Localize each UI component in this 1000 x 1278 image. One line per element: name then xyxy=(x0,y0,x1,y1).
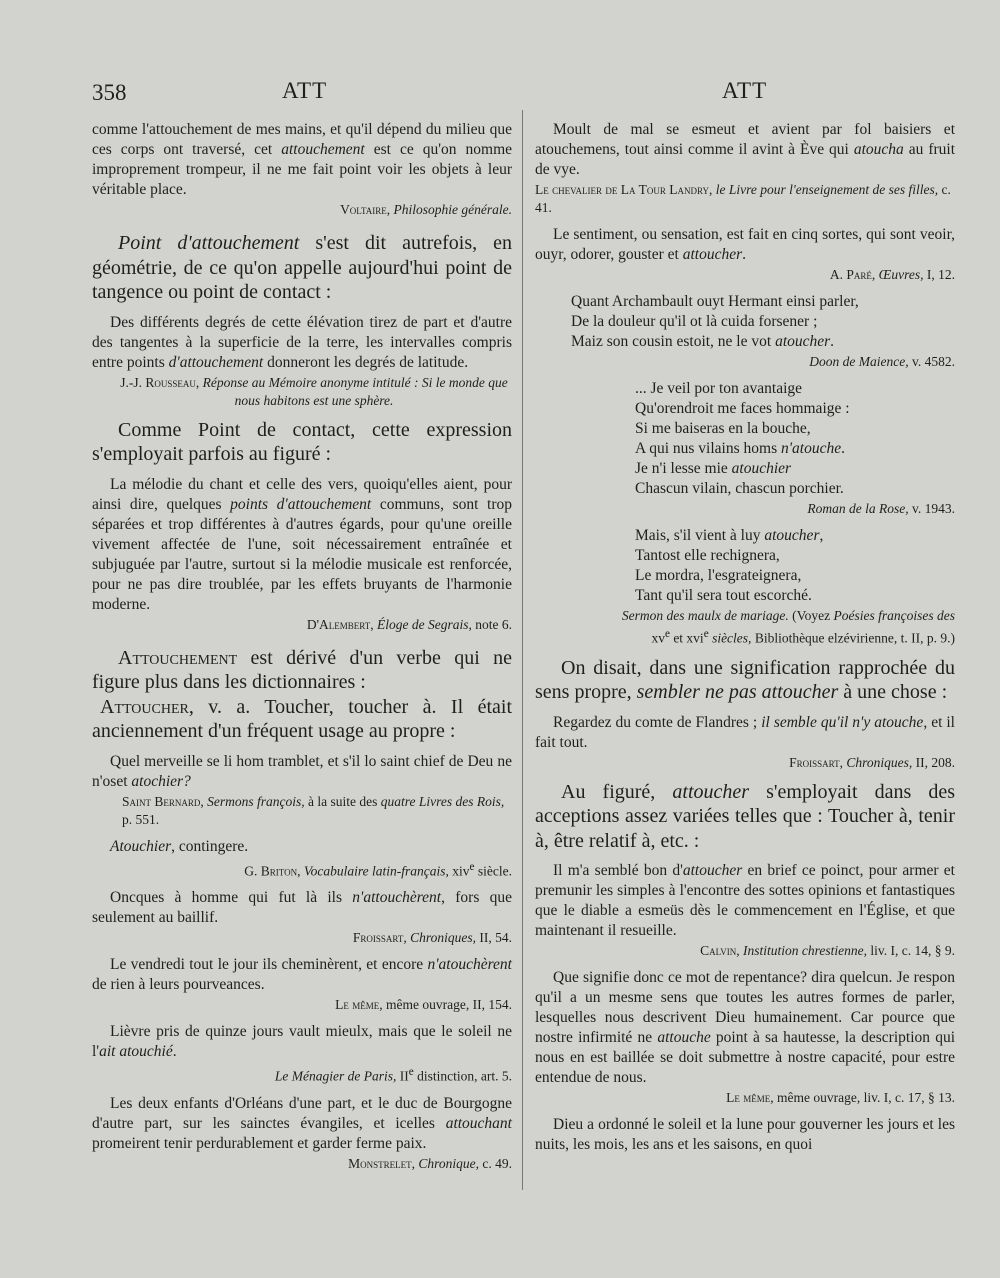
entry-figure: Au figuré, attoucher s'employait dans des acceptions assez variées telles que : Toucher à, tenir à, être relatif à, etc. : xyxy=(535,780,956,852)
quote-tour-landry: Moult de mal se esmeut et avient par fol baisiers et atouchemens, tout ainsi comme il avint à Ève qui atoucha au fruit de vye. xyxy=(535,121,955,178)
citation-tour-landry: Le chevalier de La Tour Landry, le Livre pour l'enseignement de ses filles, c. 41. xyxy=(535,182,951,215)
citation-voltaire: Voltaire, Philosophie générale. xyxy=(340,202,512,217)
citation-monstrelet: Monstrelet, Chronique, c. 49. xyxy=(348,1155,512,1171)
quote-alembert: La mélodie du chant et celle des vers, quoiqu'elles aient, pour ainsi dire, quelques points d'attouchement communs, sont trop séparées et trop différentes à d'autres égards, pour qu'une oreille vivement affectée de l'une, soit nécessairement entraînée et subjuguée par l'autre, surtout si la mélodie musicale est renforcée, pour ne pas dire troublée, par les effets bruyants de l'harmonie moderne. xyxy=(92,475,512,613)
quote-le-meme-1: Le vendredi tout le jour ils cheminèrent, et encore n'atouchèrent de rien à leurs pourveances. xyxy=(92,956,512,993)
right-column xyxy=(535,120,955,1155)
entry-sembler-attoucher: On disait, dans une signification rapprochée du sens propre, sembler ne pas attoucher à une chose : xyxy=(535,656,955,703)
column-divider xyxy=(522,110,523,1190)
citation-le-meme-2: Le même, même ouvrage, liv. I, c. 17, § 13. xyxy=(726,1090,955,1105)
citation-doon: Doon de Maience, v. 4582. xyxy=(809,354,955,369)
entry-point-contact: Comme Point de contact, cette expression s'employait parfois au figuré : xyxy=(92,418,512,465)
verse-rose: ... Je veil por ton avantaige Qu'orendroit me faces hommaige : Si me baiseras en la bouche, A qui nus vilains homs n'atouche. Je n'i lesse mie atouchier Chascun vilain, chascun porchier. xyxy=(635,380,850,497)
page-number: 358 xyxy=(92,80,127,105)
citation-sermon: Sermon des maulx de mariage. (Voyez Poésies françoises des $xv^e$ et xvi$^e$ siècles, Bibliothèque elzévirienne, t. II, p. 9.) xyxy=(621,608,955,646)
citation-alembert: D'Alembert, Éloge de Segrais, note 6. xyxy=(306,616,512,632)
entry-point-attouchement: Point d'attouchement s'est dit autrefois, en géométrie, de ce qu'on appelle aujourd'hui point de tangence ou point de contact : xyxy=(92,232,512,303)
citation-froissart-2: Froissart, Chroniques, II, 208. xyxy=(789,754,955,770)
quote-froissart-2: Regardez du comte de Flandres ; il semble qu'il n'y atouche, et il fait tout. xyxy=(535,713,955,751)
quote-menagier: Lièvre pris de quinze jours vault mieulx, mais que le soleil ne l'ait atouchié. xyxy=(92,1023,512,1060)
quote-voltaire: comme l'attouchement de mes mains, et qu'il dépend du milieu que ces corps ont traversé, cet attouchement est ce qu'on nomme improprement trompeur, il ne me fait point voir les objets à leur véritable place. xyxy=(92,121,513,198)
quote-saint-bernard: Quel merveille se li hom tramblet, et s'il lo saint chief de Deu ne n'oset atochier? xyxy=(92,752,512,790)
citation-le-meme-1: Le même, même ouvrage, II, 154. xyxy=(335,997,512,1012)
citation-pare: A. Paré, Œuvres, I, 12. xyxy=(829,267,955,282)
citation-saint-bernard: Saint Bernard, Sermons françois, à la suite des quatre Livres des Rois, p. 551. xyxy=(122,793,505,827)
verse-sermon: Mais, s'il vient à luy atoucher, Tantost elle rechignera, Le mordra, l'esgrateignera, Tant qu'il sera tout escorché. xyxy=(635,527,824,604)
quote-dieu-soleil: Dieu a ordonné le soleil et la lune pour gouverner les jours et les nuits, les mois, les ans et les saisons, en quoi xyxy=(535,1116,955,1153)
citation-menagier: Le Ménagier de Paris, IIe distinction, art. 5. xyxy=(274,1066,512,1084)
citation-briton: G. Briton, Vocabulaire latin-français, xiv$^e$ siècle. xyxy=(244,860,512,878)
quote-monstrelet: Les deux enfants d'Orléans d'une part, et le duc de Bourgogne d'autre part, sur les sainctes évangiles, et icelles attouchant promeirent tenir perdurablement et garder ferme paix. xyxy=(92,1094,512,1152)
quote-pare: Le sentiment, ou sensation, est fait en cinq sortes, qui sont veoir, ouyr, odorer, gouster et attoucher. xyxy=(535,226,955,263)
right-running-head: ATT xyxy=(722,78,768,103)
verse-doon: Quant Archambault ouyt Hermant einsi parler, De la douleur qu'il ot là cuida forsener ; Maiz son cousin estoit, ne le vot atoucher. xyxy=(571,293,859,350)
quote-repentance: Que signifie donc ce mot de repentance? dira quelcun. Je respon qu'il a un mesme sens que toutes les autres formes de parler, lesquelles nous descrivent Dieu humainement. Car pource que nostre infirmité ne attouche point à sa hautesse, la description qui nous en est baillée se doit submettre à nostre capacité, pour estre entendue de nous. xyxy=(535,969,955,1086)
left-column xyxy=(92,120,512,1173)
citation-rose: Roman de la Rose, v. 1943. xyxy=(807,501,955,516)
citation-froissart-1: Froissart, Chroniques, II, 54. xyxy=(352,930,512,945)
citation-calvin: Calvin, Institution chrestienne, liv. I, c. 14, § 9. xyxy=(700,943,955,958)
quote-atouchier: Atouchier, contingere. xyxy=(110,837,249,855)
quote-froissart-1: Oncques à homme qui fut là ils n'attouchèrent, fors que seulement au baillif. xyxy=(92,889,512,926)
quote-calvin: Il m'a semblé bon d'attoucher en brief ce poinct, pour armer et premunir les simples à l'encontre des sottes opinions et fantastiques que le diable a esmeüs dès le commencement en l'Église, et que maintenant il resueille. xyxy=(535,862,955,939)
quote-rousseau: Des différents degrés de cette élévation tirez de part et d'autre des tangentes à la superficie de la terre, les intervalles compris entre points d'attouchement donneront les degrés de latitude. xyxy=(92,313,512,371)
citation-rousseau: J.-J. Rousseau, Réponse au Mémoire anonyme intitulé : Si le monde que nous habitons est une sphère. xyxy=(120,374,508,408)
headword-attoucher: Attoucher, v. a. Toucher, toucher à. Il était anciennement d'un fréquent usage au propre : xyxy=(92,695,512,742)
entry-attouchement-derive: Attouchement est dérivé d'un verbe qui ne figure plus dans les dictionnaires : xyxy=(92,646,512,693)
left-running-head: ATT xyxy=(282,78,328,103)
